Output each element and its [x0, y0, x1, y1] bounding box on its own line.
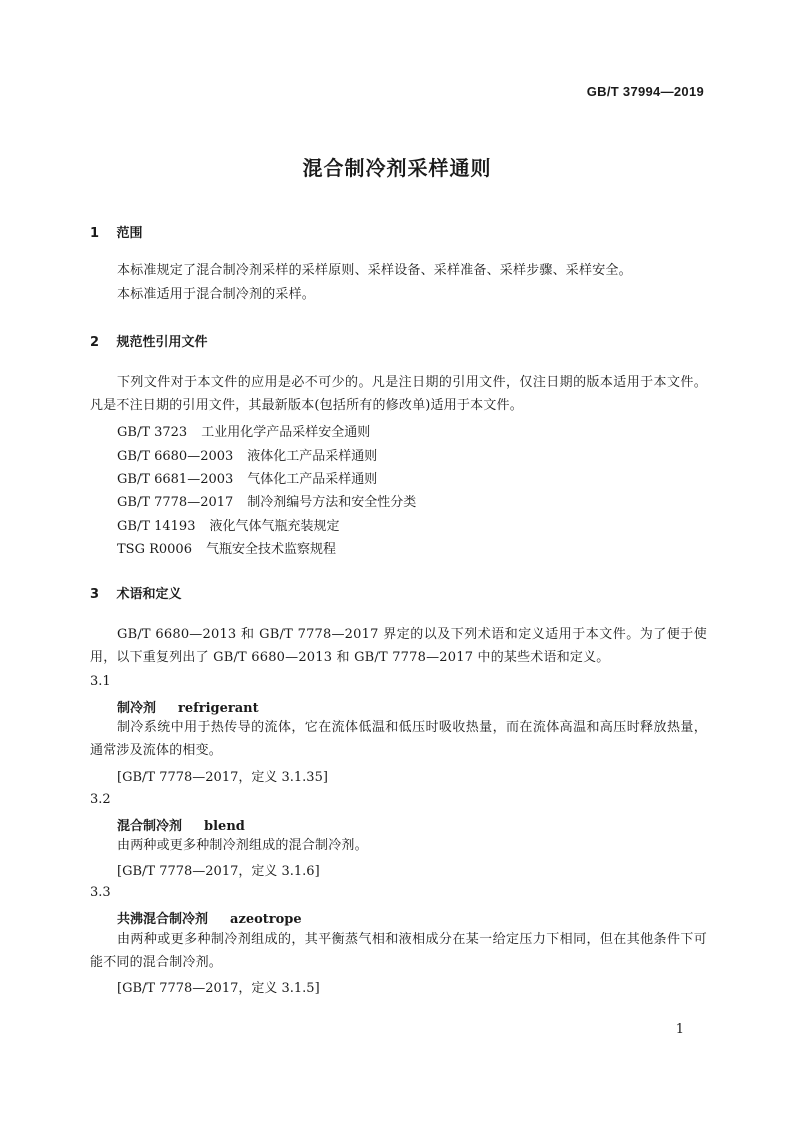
- standard-number: GB/T 37994—2019: [586, 84, 704, 99]
- reference-item: [117, 538, 336, 557]
- term-citation: [GB/T 7778—2017，定义 3.1.5]: [117, 981, 320, 996]
- section-title: 规范性引用文件: [116, 335, 208, 350]
- section-number: 2: [90, 335, 100, 350]
- section-3-heading: [90, 583, 182, 602]
- reference-item: [117, 491, 416, 510]
- term-citation: [GB/T 7778—2017，定义 3.1.35]: [117, 770, 328, 785]
- section-3-intro: GB/T 6680—2013 和 GB/T 7778—2017 界定的以及下列术语和定义适用于本文件。为了便于使用，以下重复列出了 GB/T 6680—2013 和 GB/T 7778—2017 中的某些术语和定义。: [90, 627, 707, 665]
- term-definition: 制冷系统中用于热传导的流体，它在流体低温和低压时吸收热量，而在流体高温和高压时释放热量，通常涉及流体的相变。: [90, 720, 707, 758]
- term-citation: [GB/T 7778—2017，定义 3.1.6]: [117, 864, 320, 879]
- page-number: 1: [675, 1022, 684, 1037]
- reference-title: 气瓶安全技术监察规程: [205, 542, 336, 557]
- reference-title: 工业用化学产品采样安全通则: [201, 425, 371, 440]
- section-1-paragraph-2: 本标准适用于混合制冷剂的采样。: [117, 287, 316, 302]
- term-chinese: 制冷剂: [117, 701, 157, 716]
- term-chinese: 共沸混合制冷剂: [117, 912, 209, 927]
- reference-item: [117, 421, 370, 440]
- reference-code: TSG R0006: [117, 542, 192, 557]
- reference-title: 制冷剂编号方法和安全性分类: [247, 495, 417, 510]
- term-heading: [117, 908, 302, 927]
- section-1-paragraph-1: 本标准规定了混合制冷剂采样的采样原则、采样设备、采样准备、采样步骤、采样安全。: [117, 263, 632, 278]
- section-1-heading: [90, 222, 143, 241]
- term-english: azeotrope: [230, 912, 302, 927]
- reference-code: GB/T 7778—2017: [117, 495, 234, 510]
- section-title: 术语和定义: [116, 587, 182, 602]
- reference-code: GB/T 6680—2003: [117, 449, 234, 464]
- term-english: blend: [204, 819, 245, 834]
- reference-title: 液体化工产品采样通则: [247, 449, 378, 464]
- section-2-intro: 下列文件对于本文件的应用是必不可少的。凡是注日期的引用文件，仅注日期的版本适用于本文件。凡是不注日期的引用文件，其最新版本(包括所有的修改单)适用于本文件。: [90, 375, 707, 413]
- reference-title: 气体化工产品采样通则: [247, 472, 378, 487]
- reference-item: [117, 515, 340, 534]
- term-english: refrigerant: [178, 701, 259, 716]
- term-number: 3.2: [90, 792, 111, 807]
- term-number: 3.3: [90, 885, 111, 900]
- reference-title: 液化气体气瓶充装规定: [209, 519, 340, 534]
- term-heading: [117, 697, 259, 716]
- term-definition: 由两种或更多种制冷剂组成的，其平衡蒸气相和液相成分在某一给定压力下相同，但在其他条件下可能不同的混合制冷剂。: [90, 932, 707, 970]
- section-2-heading: [90, 331, 208, 350]
- reference-item: [117, 468, 377, 487]
- term-heading: [117, 815, 245, 834]
- reference-item: [117, 445, 377, 464]
- reference-code: GB/T 3723: [117, 425, 188, 440]
- term-definition: 由两种或更多种制冷剂组成的混合制冷剂。: [117, 838, 368, 853]
- section-title: 范围: [116, 226, 143, 241]
- term-chinese: 混合制冷剂: [117, 819, 183, 834]
- section-number: 1: [90, 226, 100, 241]
- section-number: 3: [90, 587, 100, 602]
- reference-code: GB/T 14193: [117, 519, 196, 534]
- document-title: 混合制冷剂采样通则: [302, 156, 492, 180]
- term-number: 3.1: [90, 674, 111, 689]
- reference-code: GB/T 6681—2003: [117, 472, 234, 487]
